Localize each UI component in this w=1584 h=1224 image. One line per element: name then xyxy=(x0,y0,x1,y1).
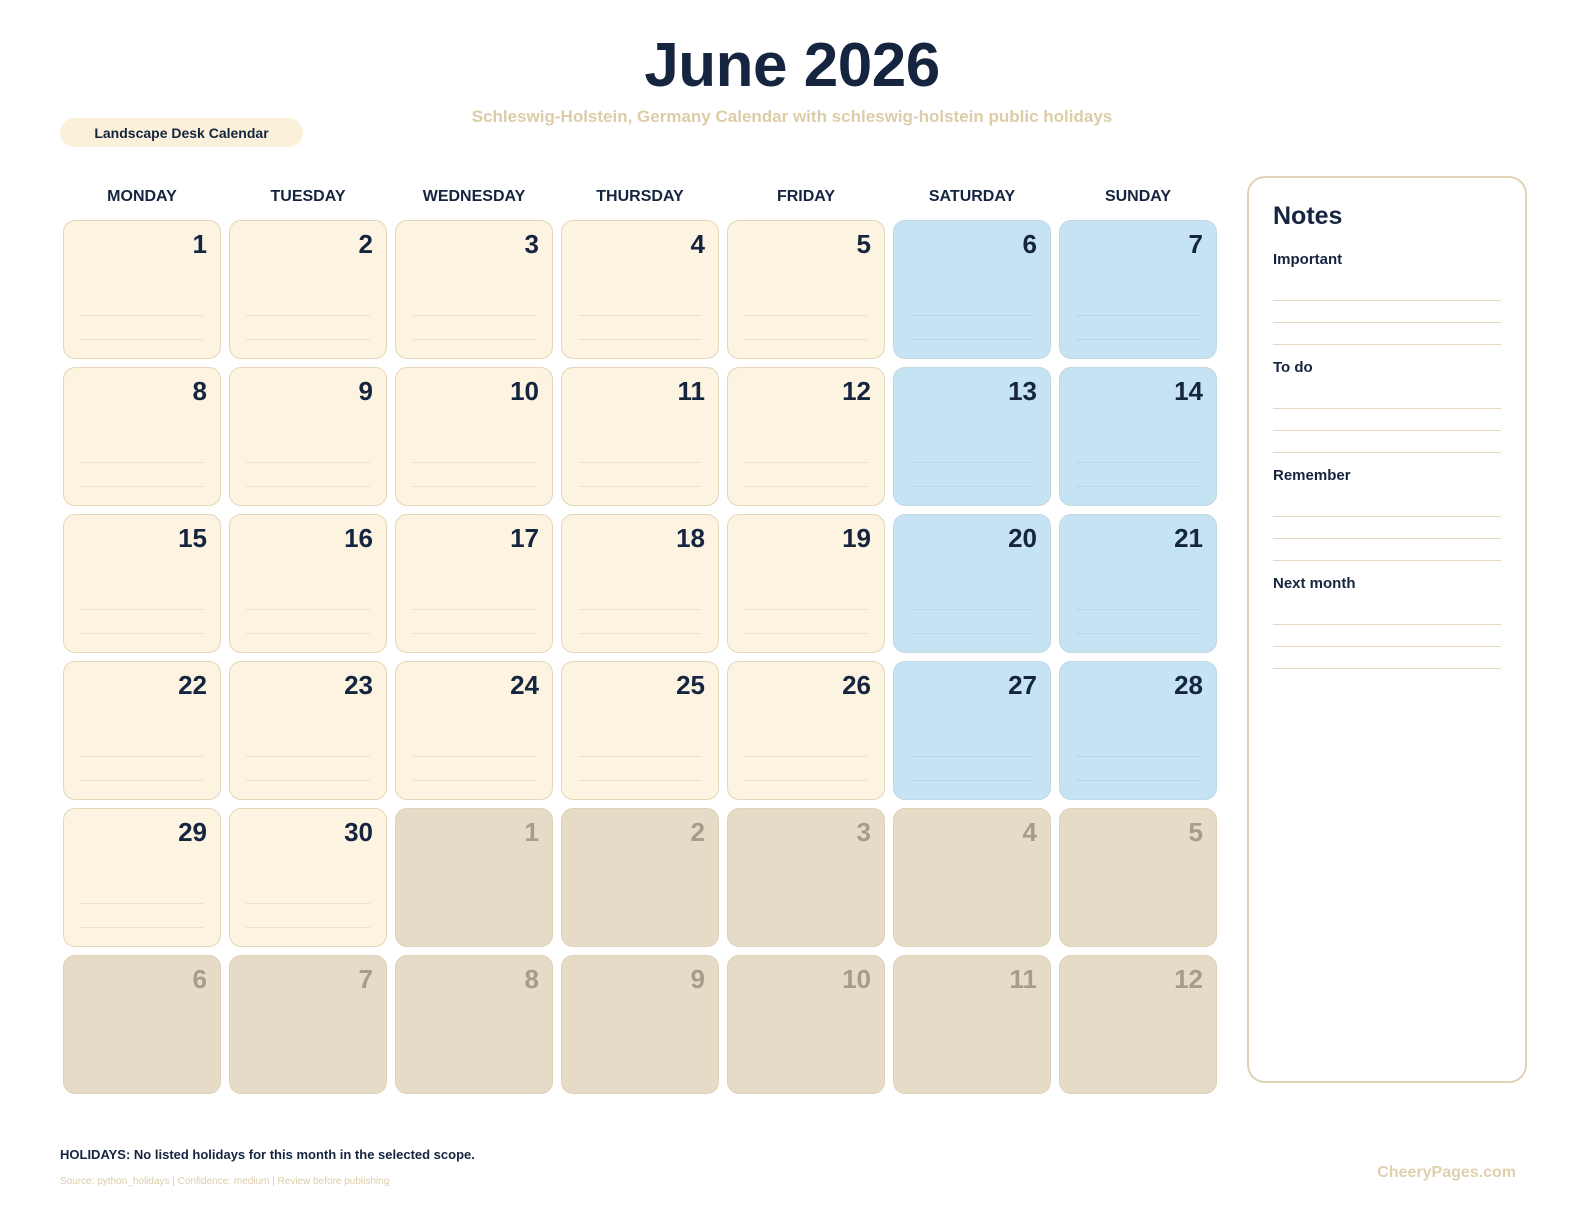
writing-line xyxy=(910,756,1034,757)
day-number: 1 xyxy=(524,817,539,847)
day-cell-other-month[interactable] xyxy=(561,955,719,1094)
weekday-tuesday: TUESDAY xyxy=(270,188,346,205)
writing-line xyxy=(578,315,702,316)
day-number: 9 xyxy=(358,376,373,406)
day-cell[interactable] xyxy=(229,367,387,506)
day-cell-other-month[interactable] xyxy=(229,955,387,1094)
writing-line xyxy=(412,633,536,634)
day-cell[interactable] xyxy=(727,220,885,359)
writing-line xyxy=(578,339,702,340)
writing-line xyxy=(1076,633,1200,634)
writing-line xyxy=(246,633,370,634)
notes-writing-line[interactable] xyxy=(1273,409,1501,431)
day-number: 3 xyxy=(856,817,871,847)
day-number: 5 xyxy=(1188,817,1203,847)
writing-line xyxy=(578,462,702,463)
writing-line xyxy=(246,339,370,340)
day-cell-other-month[interactable] xyxy=(727,808,885,947)
day-number: 2 xyxy=(690,817,705,847)
day-cell-other-month[interactable] xyxy=(395,808,553,947)
day-cell[interactable] xyxy=(727,661,885,800)
writing-line xyxy=(910,633,1034,634)
writing-line xyxy=(80,609,204,610)
writing-line xyxy=(1076,339,1200,340)
day-number: 1 xyxy=(192,229,207,259)
day-cell[interactable] xyxy=(1059,220,1217,359)
writing-line xyxy=(744,486,868,487)
writing-line xyxy=(246,609,370,610)
weekday-friday: FRIDAY xyxy=(776,188,836,205)
writing-line xyxy=(744,780,868,781)
writing-line xyxy=(744,633,868,634)
page-title: June 2026 xyxy=(644,31,940,100)
writing-line xyxy=(744,315,868,316)
day-cell-other-month[interactable] xyxy=(893,808,1051,947)
writing-line xyxy=(412,609,536,610)
day-cell[interactable] xyxy=(727,367,885,506)
day-number: 22 xyxy=(178,670,207,700)
writing-line xyxy=(246,486,370,487)
brand-logo-text: CheeryPages.com xyxy=(1377,1164,1516,1181)
writing-line xyxy=(910,462,1034,463)
writing-line xyxy=(1076,315,1200,316)
writing-line xyxy=(1076,609,1200,610)
day-cell[interactable] xyxy=(893,661,1051,800)
writing-line xyxy=(578,486,702,487)
weekday-thursday: THURSDAY xyxy=(596,188,684,205)
day-number: 20 xyxy=(1008,523,1037,553)
day-number: 11 xyxy=(1009,964,1037,994)
day-cell[interactable] xyxy=(893,514,1051,653)
writing-line xyxy=(744,339,868,340)
day-cell[interactable] xyxy=(395,220,553,359)
writing-line xyxy=(80,339,204,340)
day-cell-other-month[interactable] xyxy=(727,955,885,1094)
notes-writing-line[interactable] xyxy=(1273,301,1501,323)
writing-line xyxy=(80,486,204,487)
writing-line xyxy=(246,315,370,316)
day-cell[interactable] xyxy=(1059,367,1217,506)
day-cell[interactable] xyxy=(1059,661,1217,800)
writing-line xyxy=(246,462,370,463)
writing-line xyxy=(1076,486,1200,487)
weekday-sunday: SUNDAY xyxy=(1104,188,1172,205)
writing-line xyxy=(1076,756,1200,757)
notes-writing-line[interactable] xyxy=(1273,387,1501,409)
day-number: 10 xyxy=(842,964,871,994)
weekday-saturday: SATURDAY xyxy=(928,188,1016,205)
day-cell[interactable] xyxy=(561,367,719,506)
day-number: 17 xyxy=(510,523,539,553)
writing-line xyxy=(412,756,536,757)
day-cell[interactable] xyxy=(63,220,221,359)
day-number: 21 xyxy=(1174,523,1203,553)
day-cell[interactable] xyxy=(63,808,221,947)
notes-sections xyxy=(1273,251,1501,669)
writing-line xyxy=(80,633,204,634)
notes-writing-line[interactable] xyxy=(1273,539,1501,561)
calendar-grid xyxy=(63,220,1217,1094)
day-number: 12 xyxy=(1174,964,1203,994)
day-cell-other-month[interactable] xyxy=(63,955,221,1094)
writing-line xyxy=(412,780,536,781)
writing-line xyxy=(412,462,536,463)
day-cell[interactable] xyxy=(395,661,553,800)
day-number: 25 xyxy=(676,670,705,700)
day-cell-other-month[interactable] xyxy=(893,955,1051,1094)
weekday-monday: MONDAY xyxy=(107,188,177,205)
day-cell-other-month[interactable] xyxy=(561,808,719,947)
notes-section-label: Remember xyxy=(1273,467,1351,484)
notes-writing-line[interactable] xyxy=(1273,517,1501,539)
day-cell[interactable] xyxy=(893,220,1051,359)
writing-line xyxy=(80,462,204,463)
notes-section-label: To do xyxy=(1273,359,1313,376)
writing-line xyxy=(910,339,1034,340)
day-number: 6 xyxy=(1022,229,1037,259)
day-number: 2 xyxy=(358,229,373,259)
day-number: 19 xyxy=(842,523,871,553)
writing-line xyxy=(80,315,204,316)
day-number: 27 xyxy=(1008,670,1037,700)
day-cell-other-month[interactable] xyxy=(1059,808,1217,947)
day-number: 4 xyxy=(1022,817,1037,847)
day-number: 15 xyxy=(178,523,207,553)
notes-title: Notes xyxy=(1273,202,1343,230)
day-cell[interactable] xyxy=(229,220,387,359)
weekday-wednesday: WEDNESDAY xyxy=(422,188,526,205)
day-cell[interactable] xyxy=(63,514,221,653)
writing-line xyxy=(80,927,204,928)
writing-line xyxy=(1076,780,1200,781)
writing-line xyxy=(412,486,536,487)
day-cell[interactable] xyxy=(229,661,387,800)
day-cell[interactable] xyxy=(63,661,221,800)
day-number: 14 xyxy=(1174,376,1203,406)
writing-line xyxy=(578,633,702,634)
writing-line xyxy=(412,339,536,340)
writing-line xyxy=(910,780,1034,781)
calendar-type-badge: Landscape Desk Calendar xyxy=(60,118,303,147)
day-number: 11 xyxy=(677,376,705,406)
writing-line xyxy=(246,756,370,757)
writing-line xyxy=(910,609,1034,610)
notes-writing-line[interactable] xyxy=(1273,279,1501,301)
notes-panel xyxy=(1247,176,1527,1083)
day-number: 10 xyxy=(510,376,539,406)
writing-line xyxy=(246,780,370,781)
day-cell[interactable] xyxy=(561,661,719,800)
day-number: 28 xyxy=(1174,670,1203,700)
day-cell[interactable] xyxy=(395,514,553,653)
day-cell[interactable] xyxy=(893,367,1051,506)
source-note: Source: python_holidays | Confidence: medium | Review before publishing xyxy=(60,1176,390,1187)
writing-line xyxy=(744,609,868,610)
day-cell[interactable] xyxy=(727,514,885,653)
day-number: 23 xyxy=(344,670,373,700)
day-number: 8 xyxy=(192,376,207,406)
writing-line xyxy=(578,756,702,757)
writing-line xyxy=(910,486,1034,487)
day-cell-other-month[interactable] xyxy=(395,955,553,1094)
day-number: 4 xyxy=(690,229,705,259)
notes-writing-line[interactable] xyxy=(1273,495,1501,517)
notes-section xyxy=(1273,575,1501,669)
day-number: 30 xyxy=(344,817,373,847)
notes-section-label: Next month xyxy=(1273,575,1356,592)
day-cell[interactable] xyxy=(561,514,719,653)
day-cell[interactable] xyxy=(229,514,387,653)
day-number: 26 xyxy=(842,670,871,700)
writing-line xyxy=(246,903,370,904)
day-number: 7 xyxy=(1188,229,1203,259)
writing-line xyxy=(744,756,868,757)
notes-section xyxy=(1273,467,1501,561)
day-number: 6 xyxy=(192,964,207,994)
writing-line xyxy=(246,927,370,928)
notes-writing-line[interactable] xyxy=(1273,323,1501,345)
day-cell[interactable] xyxy=(561,220,719,359)
notes-section xyxy=(1273,359,1501,453)
holidays-note: HOLIDAYS: No listed holidays for this month in the selected scope. xyxy=(60,1147,475,1162)
writing-line xyxy=(578,609,702,610)
writing-line xyxy=(80,903,204,904)
notes-writing-line[interactable] xyxy=(1273,625,1501,647)
writing-line xyxy=(578,780,702,781)
day-cell[interactable] xyxy=(395,367,553,506)
day-number: 7 xyxy=(358,964,373,994)
day-number: 13 xyxy=(1008,376,1037,406)
notes-writing-line[interactable] xyxy=(1273,603,1501,625)
day-cell[interactable] xyxy=(1059,514,1217,653)
writing-line xyxy=(910,315,1034,316)
notes-writing-line[interactable] xyxy=(1273,647,1501,669)
notes-section xyxy=(1273,251,1501,345)
page-subtitle: Schleswig-Holstein, Germany Calendar with schleswig-holstein public holidays xyxy=(471,107,1113,126)
day-cell[interactable] xyxy=(229,808,387,947)
day-number: 9 xyxy=(690,964,705,994)
day-number: 29 xyxy=(178,817,207,847)
day-number: 12 xyxy=(842,376,871,406)
writing-line xyxy=(744,462,868,463)
day-cell-other-month[interactable] xyxy=(1059,955,1217,1094)
day-number: 16 xyxy=(344,523,373,553)
weekday-header xyxy=(63,188,1217,206)
day-number: 24 xyxy=(510,670,539,700)
day-number: 3 xyxy=(524,229,539,259)
writing-line xyxy=(80,756,204,757)
day-cell[interactable] xyxy=(63,367,221,506)
writing-line xyxy=(80,780,204,781)
notes-writing-line[interactable] xyxy=(1273,431,1501,453)
day-number: 8 xyxy=(524,964,539,994)
writing-line xyxy=(1076,462,1200,463)
day-number: 5 xyxy=(856,229,871,259)
notes-section-label: Important xyxy=(1273,251,1343,268)
day-number: 18 xyxy=(676,523,705,553)
writing-line xyxy=(412,315,536,316)
